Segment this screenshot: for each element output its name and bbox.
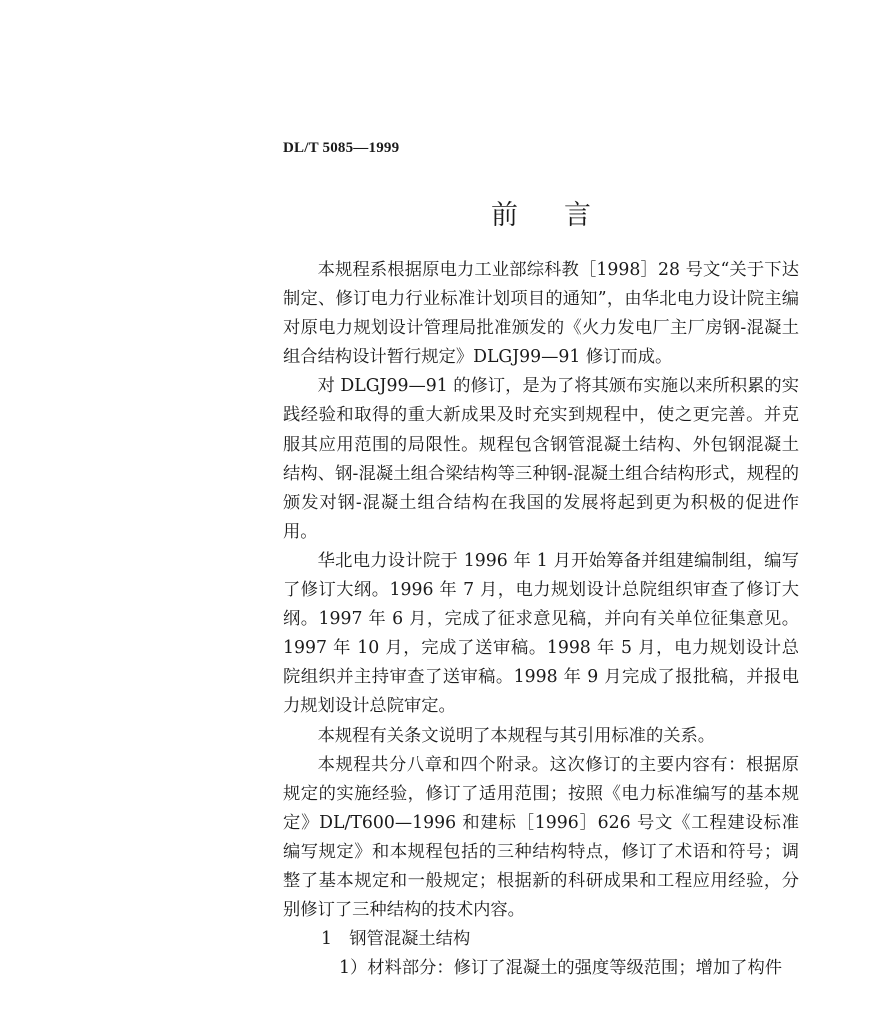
paragraph: 本规程有关条文说明了本规程与其引用标准的关系。 <box>317 725 716 746</box>
section-title: 前言 <box>491 200 637 231</box>
document-code: DL/T 5085—1999 <box>283 140 400 156</box>
list-subitem: 1）材料部分：修订了混凝土的强度等级范围；增加了构件 <box>339 958 783 979</box>
paragraph: 本规程共分八章和四个附录。这次修订的主要内容有：根据原规定的实施经验，修订了适用范围；按照《电力标准编写的基本规定》DL/T600—1996 和建标［1996］626 号文《工程建设标准编写规定》和本规程包括的三种结构特点，修订了术语和符号；调整了基本规定和一般规定；根据新的科研成果和工程应用经验，分别修订了三种结构的技术内容。 <box>283 754 799 921</box>
list-item-heading: 1 钢管混凝土结构 <box>321 929 471 950</box>
body-text <box>283 256 799 983</box>
paragraph: 华北电力设计院于 1996 年 1 月开始筹备并组建编制组，编写了修订大纲。1996 年 7 月，电力规划设计总院组织审查了修订大纲。1997 年 6 月，完成了征求意见稿，并向有关单位征集意见。1997 年 10 月，完成了送审稿。1998 年 5 月，电力规划设计总院组织并主持审查了送审稿。1998 年 9 月完成了报批稿，并报电力规划设计总院审定。 <box>283 550 799 717</box>
paragraph: 本规程系根据原电力工业部综科教［1998］28 号文“关于下达制定、修订电力行业标准计划项目的通知”，由华北电力设计院主编对原电力规划设计管理局批准颁发的《火力发电厂主厂房钢-混凝土组合结构设计暂行规定》DLGJ99—91 修订而成。 <box>283 260 799 368</box>
paragraph: 对 DLGJ99—91 的修订，是为了将其颁布实施以来所积累的实践经验和取得的重大新成果及时充实到规程中，使之更完善。并克服其应用范围的局限性。规程包含钢管混凝土结构、外包钢混凝土结构、钢-混凝土组合梁结构等三种钢-混凝土组合结构形式，规程的颁发对钢-混凝土组合结构在我国的发展将起到更为积极的促进作用。 <box>283 376 799 542</box>
